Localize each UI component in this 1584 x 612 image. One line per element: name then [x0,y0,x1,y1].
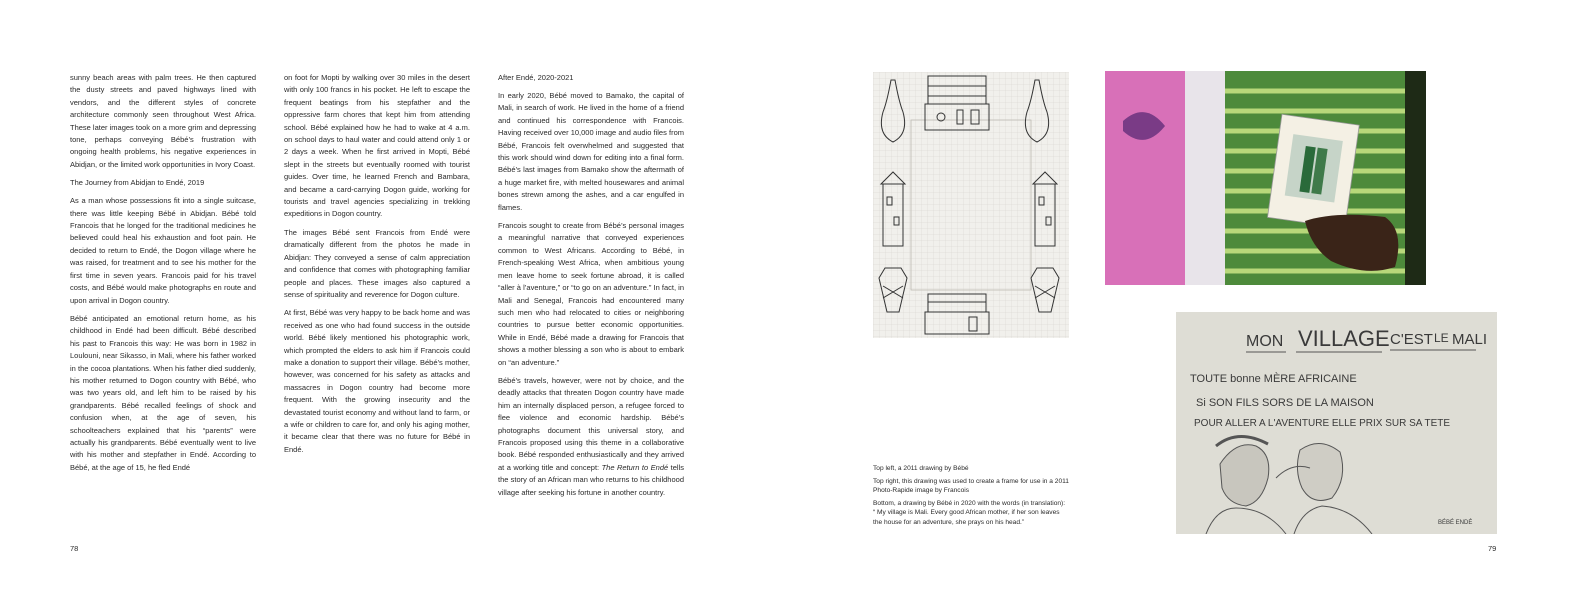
drawing-signature: BÉBÉ ENDÉ [1438,520,1473,526]
paragraph: on foot for Mopti by walking over 30 miles in the desert with only 100 francs in his pocket. He left to escape the frequent beatings from his stepfather and the oppressive farm chores that kept him from attending school. Bébé explained how he had to wake at 4 a.m. on school days to haul water and could attend only 1 or 2 days a week. When he first arrived in Mopti, Bébé slept in the streets but eventually roomed with tourist guides. Over time, he learned French and Bambara, and became a card-carrying Dogon guide, working for tourists and travel agencies specializing in trekking expeditions in Dogon country. [284,73,470,219]
photo-illustration [1105,71,1426,285]
drawing-title-word: VILLAGE [1298,326,1390,351]
page-number-right: 79 [1488,544,1497,553]
figure-caption [873,464,1069,531]
paragraph: At first, Bébé was very happy to be back home and was received as one who had found success in the outside world. Bébé likely mentioned his photographic work, which prompted the elders to ask him if Francois could make a donation to support their village. Bébé’s mother, however, was concerned for his safety as attacks and massacres in Dogon country had become more frequent. With the growing insecurity and the devastated tourist economy and without land to farm, or a wife or children to care for, and only his aging mother, it became clear that there was no future for Bébé in Endé. [284,308,470,454]
book-title: The Return to Endé [601,462,669,472]
paragraph-text: Bébé’s travels, however, were not by choice, and the deadly attacks that threaten Dogon country have made him an internally displaced person, a refugee forced to flee violence and economic hardship. Bébé’s photographs document this universal story, and Francois proposed using this theme in a collaborative book. Bébé responded enthusiastically and they arrived at a working title and concept: [498,375,684,472]
caption-line: Bottom, a drawing by Bébé in 2020 with the words (in translation): “ My village is Mali. Every good African mother, if her son leaves the house for an adventure, she prays on his head.” [873,499,1066,526]
paragraph [498,375,684,499]
paragraph: Bébé anticipated an emotional return home, as his childhood in Endé had been difficult. Bébé described his past to Francois this way: He was born in 1982 in Loulouni, near Sikasso, in Mali, where his father worked in the cocoa plantations. When his father died suddenly, his mother returned to Dogon country with Bébé, who was two years old, and left him to be raised by his grandparents. Bébé recalled feelings of shock and confusion when, at the age of seven, his schoolteachers explained that his “parents” were actually his grandparents. Bébé eventually went to live with his mother and stepfather in Endé. According to Bébé, at the age of 15, he fled Endé [70,313,256,472]
section-heading: After Endé, 2020-2021 [498,73,574,82]
paragraph: In early 2020, Bébé moved to Bamako, the capital of Mali, in search of work. He lived in the home of a friend and continued his correspondence with Francois. Having received over 10,000 image and audio files from Bébé, Francois felt overwhelmed and suggested that this work should wind down for editing into a final form. Bébé’s last images from Bamako show the aftermath of a huge market fire, with melted housewares and animal bones strewn among the ashes, and a car engulfed in flames. [498,91,684,212]
caption-line: Top left, a 2011 drawing by Bébé [873,465,969,472]
drawing-title-word: MON [1246,333,1284,350]
column-3 [498,72,684,505]
column-1 [70,72,256,480]
drawing-title-word: MALI [1452,331,1488,348]
paragraph-text: tells the story of an African man who returns to his childhood village after seeking his fortune in another country. [498,462,684,497]
page-number-left: 78 [70,544,79,553]
photo-rapide-image [1105,71,1426,285]
caption-line: Top right, this drawing was used to create a frame for use in a 2011 Photo-Rapide image by Francois [873,477,1069,495]
drawing-text-line: TOUTE bonne MÈRE AFRICAINE [1190,373,1357,385]
paragraph: Francois sought to create from Bébé’s personal images a meaningful narrative that conveyed experiences common to West Africans. According to Bébé, in French-speaking West Africa, when ambitious young men leave home to seek fortune abroad, it is called “aller à l’aventure,” or “to go on an adventure.” In fact, in Mali and Senegal, Francois had encountered many such men who had relocated to cities or neighboring countries to pursue better economic opportunities. While in Endé, Bébé made a drawing for Francois that shows a mother blessing a son who is about to embark on “an adventure.” [498,221,684,367]
frame-drawing-illustration [873,72,1069,338]
drawing-title-word: LE [1434,331,1449,345]
frame-drawing-image [873,72,1069,338]
village-drawing-illustration [1176,312,1497,534]
drawing-text-line: POUR ALLER A L'AVENTURE ELLE PRIX SUR SA TETE [1194,418,1451,429]
section-heading: The Journey from Abidjan to Endé, 2019 [70,178,205,188]
column-2 [284,72,470,462]
paragraph: sunny beach areas with palm trees. He then captured the dusty streets and paved highways lined with vendors, and the different styles of concrete architecture commonly seen throughout West Africa. These later images took on a more grim and depressing tone, perhaps conveying Bébé’s frustration with ongoing health problems, his negative experiences in Abidjan, or the limited work opportunities in Ivory Coast. [70,73,256,169]
mon-village-drawing-image [1176,312,1497,534]
paragraph: The images Bébé sent Francois from Endé were dramatically different from the photos he made in Abidjan: They conveyed a sense of calm appreciation and confidence that comes with photographing familiar people and places. These images also captured a sense of spirituality and reverence for Dogon culture. [284,227,470,299]
paragraph: As a man whose possessions fit into a single suitcase, there was little keeping Bébé in Abidjan. Bébé told Francois that he longed for the traditional medicines he believed could heal his exhaustion and foot pain. He decided to return to Endé, the Dogon village where he was raised, for treatment and to see his mother for the first time in seven years. Francois paid for his travel costs, and Bébé would make photographs en route and upon arrival in Dogon country. [70,196,256,305]
drawing-title-word: C'EST [1390,331,1433,348]
drawing-text-line: Si SON FILS SORS DE LA MAISON [1196,397,1374,409]
